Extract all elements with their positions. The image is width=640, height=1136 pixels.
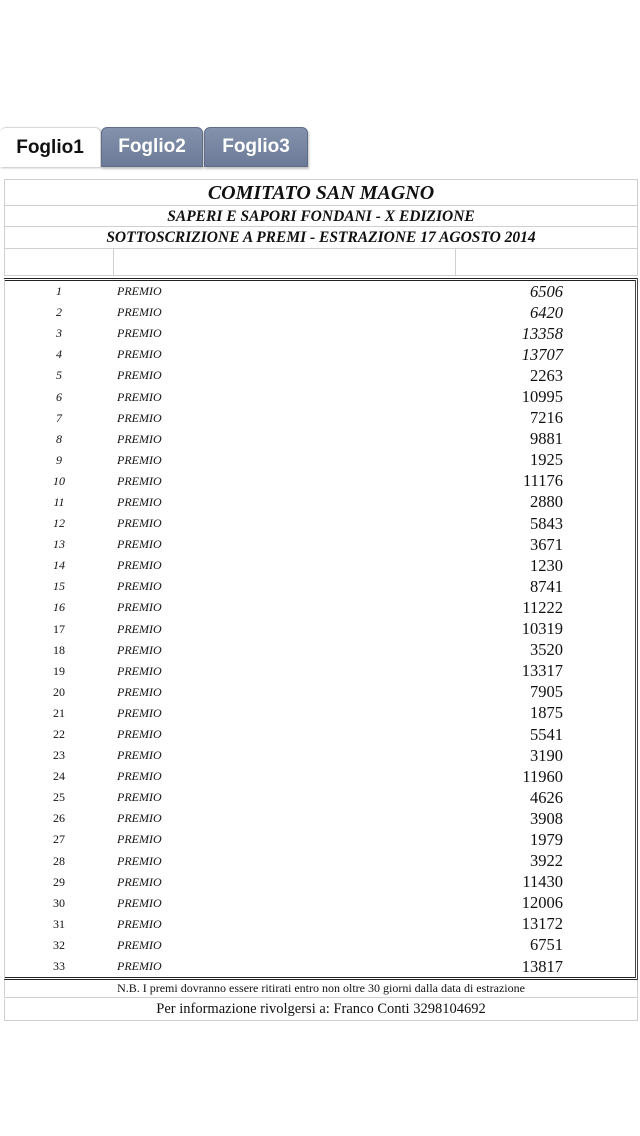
winning-ticket-cell: 11176 <box>522 471 563 491</box>
prize-label-cell: PREMIO <box>117 916 162 931</box>
prize-number-cell: 11 <box>53 494 65 509</box>
prize-number-cell: 30 <box>53 895 65 910</box>
prize-label-cell: PREMIO <box>117 516 162 531</box>
winning-ticket-cell: 7216 <box>530 408 563 428</box>
prize-number-cell: 23 <box>53 748 65 763</box>
prize-label-cell: PREMIO <box>117 959 162 974</box>
winning-ticket-cell: 1925 <box>530 450 563 470</box>
prize-number-cell: 13 <box>53 537 65 552</box>
winning-ticket-cell: 11960 <box>522 766 563 786</box>
prize-label-cell: PREMIO <box>117 874 162 889</box>
prize-label-cell: PREMIO <box>117 853 162 868</box>
prize-number-cell: 20 <box>53 684 65 699</box>
prize-number-cell: 5 <box>56 368 62 383</box>
prize-label-cell: PREMIO <box>117 410 162 425</box>
winning-ticket-cell: 13358 <box>521 323 563 343</box>
prize-number-cell: 21 <box>53 705 65 720</box>
table-row[interactable] <box>5 386 635 407</box>
prize-label-cell: PREMIO <box>117 895 162 910</box>
table-row[interactable] <box>5 408 635 429</box>
table-row[interactable] <box>5 851 635 872</box>
winning-ticket-cell: 5541 <box>530 724 563 744</box>
table-row[interactable] <box>5 576 635 597</box>
prize-label-cell: PREMIO <box>117 769 162 784</box>
prize-number-cell: 16 <box>53 600 65 615</box>
table-row[interactable] <box>5 471 635 492</box>
empty-header-row <box>4 249 638 276</box>
table-row[interactable] <box>5 555 635 576</box>
prize-label-cell: PREMIO <box>117 326 162 341</box>
prize-number-cell: 32 <box>53 937 65 952</box>
prize-table <box>4 278 638 980</box>
prize-label-cell: PREMIO <box>117 832 162 847</box>
prize-label-cell: PREMIO <box>117 642 162 657</box>
prize-number-cell: 26 <box>53 811 65 826</box>
prize-label-cell: PREMIO <box>117 368 162 383</box>
column-divider <box>455 249 456 275</box>
winning-ticket-cell: 13707 <box>521 344 563 364</box>
prize-label-cell: PREMIO <box>117 284 162 299</box>
table-row[interactable] <box>5 640 635 661</box>
winning-ticket-cell: 8741 <box>530 576 563 596</box>
table-row[interactable] <box>5 766 635 787</box>
table-row[interactable] <box>5 344 635 365</box>
prize-label-cell: PREMIO <box>117 600 162 615</box>
prize-label-cell: PREMIO <box>117 790 162 805</box>
table-row[interactable] <box>5 534 635 555</box>
table-row[interactable] <box>5 429 635 450</box>
winning-ticket-cell: 3190 <box>530 745 563 765</box>
prize-label-cell: PREMIO <box>117 431 162 446</box>
table-row[interactable] <box>5 914 635 935</box>
winning-ticket-cell: 6420 <box>530 302 563 322</box>
winning-ticket-cell: 3908 <box>530 808 563 828</box>
table-row[interactable] <box>5 513 635 534</box>
tab-foglio2[interactable]: Foglio2 <box>101 127 203 167</box>
prize-number-cell: 19 <box>53 663 65 678</box>
prize-label-cell: PREMIO <box>117 558 162 573</box>
prize-label-cell: PREMIO <box>117 748 162 763</box>
sheet-title: COMITATO SAN MAGNO <box>4 179 638 206</box>
prize-label-cell: PREMIO <box>117 305 162 320</box>
winning-ticket-cell: 10319 <box>521 619 563 639</box>
prize-label-cell: PREMIO <box>117 663 162 678</box>
prize-number-cell: 12 <box>53 516 65 531</box>
winning-ticket-cell: 1230 <box>530 555 563 575</box>
table-row[interactable] <box>5 745 635 766</box>
prize-number-cell: 28 <box>53 853 65 868</box>
table-row[interactable] <box>5 724 635 745</box>
winning-ticket-cell: 2880 <box>530 492 563 512</box>
sheet-subtitle-edition: SAPERI E SAPORI FONDANI - X EDIZIONE <box>4 206 638 227</box>
contact-info: Per informazione rivolgersi a: Franco Conti 3298104692 <box>4 999 638 1021</box>
prize-number-cell: 17 <box>53 621 65 636</box>
table-row[interactable] <box>5 661 635 682</box>
winning-ticket-cell: 11222 <box>522 597 563 617</box>
prize-number-cell: 4 <box>56 347 62 362</box>
prize-label-cell: PREMIO <box>117 389 162 404</box>
prize-number-cell: 1 <box>56 284 62 299</box>
winning-ticket-cell: 6751 <box>530 935 563 955</box>
table-row[interactable] <box>5 365 635 386</box>
prize-number-cell: 27 <box>53 832 65 847</box>
winning-ticket-cell: 5843 <box>530 513 563 533</box>
winning-ticket-cell: 4626 <box>530 787 563 807</box>
winning-ticket-cell: 6506 <box>530 281 563 301</box>
prize-label-cell: PREMIO <box>117 579 162 594</box>
winning-ticket-cell: 12006 <box>521 893 563 913</box>
winning-ticket-cell: 3922 <box>530 851 563 871</box>
winning-ticket-cell: 1979 <box>530 829 563 849</box>
winning-ticket-cell: 11430 <box>522 872 563 892</box>
prize-number-cell: 33 <box>53 959 65 974</box>
winning-ticket-cell: 1875 <box>530 703 563 723</box>
prize-number-cell: 29 <box>53 874 65 889</box>
column-divider <box>113 249 114 275</box>
table-row[interactable] <box>5 935 635 956</box>
winning-ticket-cell: 13817 <box>521 956 563 976</box>
prize-number-cell: 24 <box>53 769 65 784</box>
prize-label-cell: PREMIO <box>117 473 162 488</box>
table-row[interactable] <box>5 597 635 618</box>
winning-ticket-cell: 3671 <box>530 534 563 554</box>
table-row[interactable] <box>5 450 635 471</box>
table-row[interactable] <box>5 302 635 323</box>
prize-number-cell: 14 <box>53 558 65 573</box>
winning-ticket-cell: 3520 <box>530 640 563 660</box>
winning-ticket-cell: 13317 <box>521 661 563 681</box>
table-row[interactable] <box>5 872 635 893</box>
table-row[interactable] <box>5 808 635 829</box>
prize-label-cell: PREMIO <box>117 727 162 742</box>
winning-ticket-cell: 2263 <box>530 365 563 385</box>
table-row[interactable] <box>5 682 635 703</box>
table-row[interactable] <box>5 492 635 513</box>
table-row[interactable] <box>5 323 635 344</box>
prize-number-cell: 31 <box>53 916 65 931</box>
prize-number-cell: 7 <box>56 410 62 425</box>
winning-ticket-cell: 10995 <box>521 387 563 407</box>
sheet-subtitle-draw: SOTTOSCRIZIONE A PREMI - ESTRAZIONE 17 AGOSTO 2014 <box>4 227 638 249</box>
spreadsheet <box>4 179 638 1021</box>
table-row[interactable] <box>5 619 635 640</box>
prize-number-cell: 6 <box>56 389 62 404</box>
table-row[interactable] <box>5 956 635 977</box>
prize-label-cell: PREMIO <box>117 937 162 952</box>
prize-number-cell: 18 <box>53 642 65 657</box>
table-row[interactable] <box>5 703 635 724</box>
prize-label-cell: PREMIO <box>117 811 162 826</box>
prize-label-cell: PREMIO <box>117 684 162 699</box>
prize-label-cell: PREMIO <box>117 621 162 636</box>
prize-label-cell: PREMIO <box>117 494 162 509</box>
winning-ticket-cell: 7905 <box>530 682 563 702</box>
sheet-tab-bar <box>0 127 640 169</box>
tab-foglio1[interactable]: Foglio1 <box>0 127 101 167</box>
prize-number-cell: 9 <box>56 452 62 467</box>
prize-number-cell: 15 <box>53 579 65 594</box>
prize-label-cell: PREMIO <box>117 705 162 720</box>
table-row[interactable] <box>5 893 635 914</box>
prize-number-cell: 3 <box>56 326 62 341</box>
prize-number-cell: 10 <box>53 473 65 488</box>
tab-foglio3[interactable]: Foglio3 <box>204 127 308 167</box>
note-text: N.B. I premi dovranno essere ritirati entro non oltre 30 giorni dalla data di estrazione <box>4 980 638 998</box>
prize-number-cell: 2 <box>56 305 62 320</box>
prize-number-cell: 22 <box>53 727 65 742</box>
winning-ticket-cell: 9881 <box>530 429 563 449</box>
prize-label-cell: PREMIO <box>117 537 162 552</box>
prize-number-cell: 25 <box>53 790 65 805</box>
table-row[interactable] <box>5 281 635 302</box>
prize-label-cell: PREMIO <box>117 452 162 467</box>
winning-ticket-cell: 13172 <box>521 914 563 934</box>
prize-label-cell: PREMIO <box>117 347 162 362</box>
table-row[interactable] <box>5 829 635 850</box>
prize-number-cell: 8 <box>56 431 62 446</box>
table-row[interactable] <box>5 787 635 808</box>
